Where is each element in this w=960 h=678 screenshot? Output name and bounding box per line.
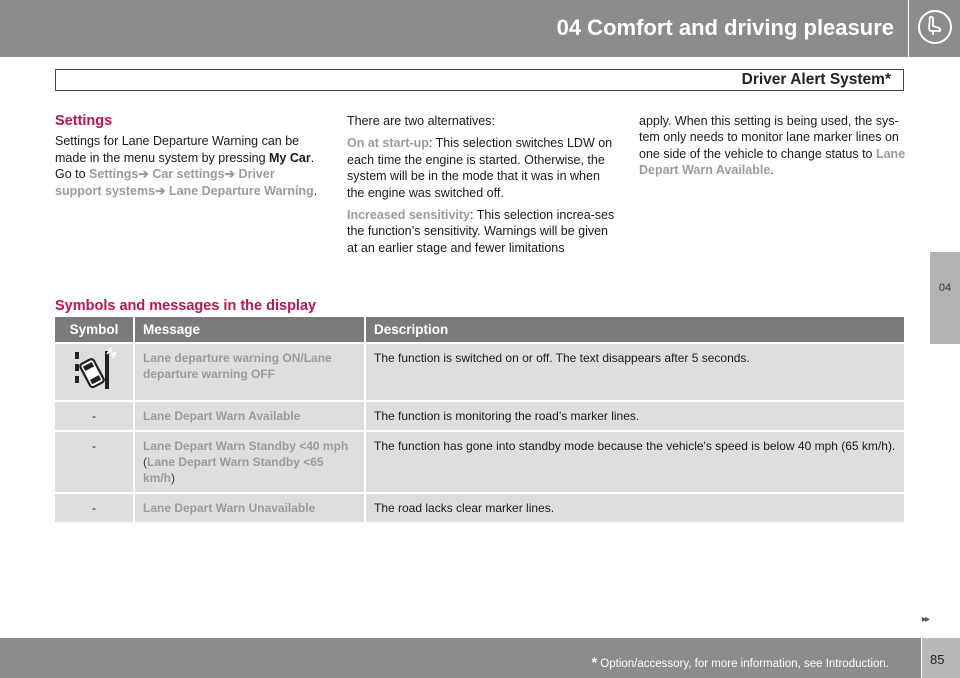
option-on-start (347, 135, 615, 201)
message-cell (134, 431, 365, 493)
message-alt-text: Lane Depart Warn Standby <65 km/h (143, 455, 324, 485)
settings-heading: Settings (55, 113, 113, 129)
continuation-text-body: apply. When this setting is being used, the sys-tem only needs to monitor lane marker lines on one side of the vehicle to change status to (639, 114, 899, 161)
settings-text (55, 133, 323, 199)
continuation-text (639, 113, 909, 179)
message-text: Lane departure warning ON/Lane departure warning OFF (143, 351, 332, 381)
chapter-title: 04 Comfort and driving pleasure (556, 15, 894, 40)
footnote-text: Option/accessory, for more information, see Introduction. (597, 658, 889, 670)
chapter-icon-box (909, 0, 960, 57)
chapter-tab-label: 04 (938, 282, 952, 294)
symbol-cell: - (55, 493, 134, 522)
settings-text-end: . (313, 183, 318, 198)
chapter-tab[interactable] (930, 252, 960, 344)
symbols-table (55, 317, 904, 522)
table-row (55, 401, 904, 431)
page-number-box (922, 638, 960, 678)
option-sensitivity-label: Increased sensitivity (347, 208, 470, 223)
message-paren-open: ( (143, 455, 147, 469)
description-cell: The function is switched on or off. The text disappears after 5 seconds. (365, 343, 904, 401)
menu-path-settings: Settings (89, 167, 139, 182)
continuation-end: . (770, 163, 774, 178)
page-number: 85 (930, 652, 945, 667)
table-row (55, 431, 904, 493)
message-paren-close: ) (171, 471, 176, 485)
option-sensitivity-text: : This selection increa-ses the function’s sensitivity. Warnings will be given at an earlier stage and fewer limitations (347, 208, 615, 255)
menu-path-lane-departure: Lane Departure Warning (169, 183, 314, 198)
arrow-icon: ➔ (138, 167, 149, 182)
continuation-column (639, 113, 909, 185)
description-cell: The road lacks clear marker lines. (365, 493, 904, 522)
option-sensitivity (347, 207, 615, 256)
description-cell: The function is monitoring the road’s marker lines. (365, 401, 904, 431)
menu-path-driver-support: Driver support systems (55, 167, 275, 198)
footnote-star: * (591, 654, 598, 670)
alternatives-column (347, 113, 615, 262)
option-on-start-text: : This selection switches LDW on each time the engine is started. Otherwise, the system will be in the mode that it was in when the engine was switched off. (347, 136, 613, 200)
option-on-start-label: On at start-up (347, 136, 429, 151)
menu-path-car-settings: Car settings (152, 167, 225, 182)
symbol-cell: - (55, 431, 134, 493)
table-header-row (55, 317, 904, 343)
seat-icon (925, 16, 943, 36)
message-cell (134, 343, 365, 401)
col-header-message: Message (134, 317, 365, 343)
next-page-arrows[interactable]: ▸▸ (922, 614, 929, 625)
arrow-icon: ➔ (155, 183, 166, 198)
status-label: Lane Depart Warn Available (639, 146, 906, 178)
section-bar (55, 69, 904, 91)
table-row (55, 343, 904, 401)
message-cell (134, 493, 365, 522)
settings-text-1: Settings for Lane Departure Warning can be made in the menu system by pressing (55, 134, 300, 165)
page-footer (0, 638, 921, 678)
message-text: Lane Depart Warn Standby <40 mph (143, 439, 349, 453)
symbol-cell: - (55, 401, 134, 431)
lane-departure-icon (71, 348, 117, 392)
table-section-title: Symbols and messages in the display (55, 298, 317, 314)
message-text: Lane Depart Warn Available (143, 409, 301, 423)
section-title: Driver Alert System* (741, 71, 891, 88)
footnote (592, 654, 889, 670)
alternatives-intro: There are two alternatives: (347, 114, 495, 128)
arrow-icon: ➔ (224, 167, 236, 182)
settings-column (55, 113, 323, 205)
table-row (55, 493, 904, 522)
symbol-cell (55, 343, 134, 401)
col-header-symbol: Symbol (55, 317, 134, 343)
message-cell (134, 401, 365, 431)
message-text: Lane Depart Warn Unavailable (143, 501, 316, 515)
description-cell: The function has gone into standby mode because the vehicle's speed is below 40 mph (65 km/h). (365, 431, 904, 493)
settings-text-2: . Go to (55, 150, 315, 182)
col-header-description: Description (365, 317, 904, 343)
chapter-header (0, 0, 908, 57)
my-car-label: My Car (269, 150, 311, 165)
